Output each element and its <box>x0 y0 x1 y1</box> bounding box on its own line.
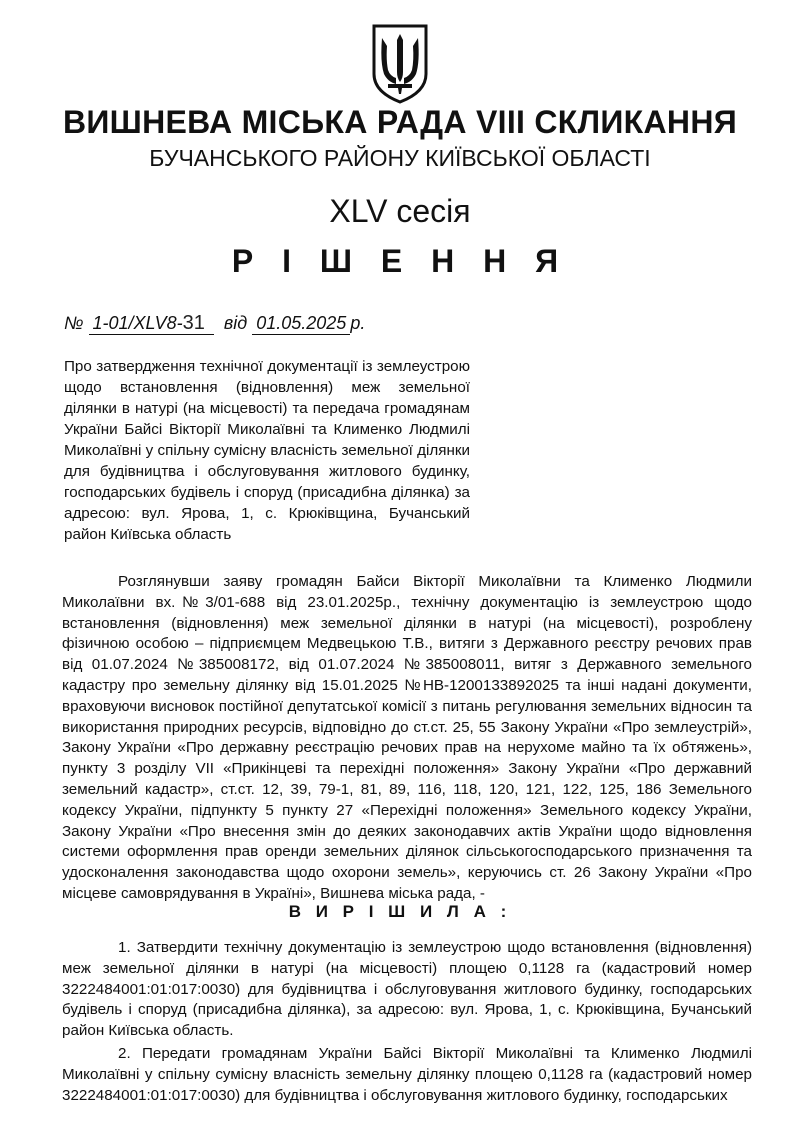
ukraine-trident-icon <box>368 22 432 106</box>
decision-title: Р І Ш Е Н Н Я <box>231 243 569 279</box>
preamble-paragraph: Розглянувши заяву громадян Байси Вікторії Миколаївни та Клименко Людмили Миколаївни вх.№3/01-688 від 23.01.2025р., технічну документацію із землеустрою щодо встановлення (відновлення) меж земельної ділянки в натурі (на місцевості), розроблену фізичною особою – підприємцем Медвецькою Т.В., витяги з Державного реєстру речових прав від 01.07.2024 №385008172, від 01.07.2024 №385008011, витяг з Державного земельного кадастру про земельну ділянку від 15.01.2025 №НВ-1200133892025 та інші надані документи, враховуючи висновок постійної депутатської комісії з питань регулювання земельних відносин та використання природних ресурсів, відповідно до ст.ст. 25, 55 Закону України «Про землеустрій», Закону України «Про державну реєстрацію речових прав на нерухоме майно та їх обтяжень», пункту 3 розділу VII «Прикінцеві та перехідні положення» Закону України «Про державний земельний кадастр», ст.ст. 12, 39, 79-1, 81, 89, 116, 118, 120, 121, 122, 125, 186 Земельного кодексу України, підпункту 5 пункту 27 «Перехідні положення» Земельного кодексу України, Закону України «Про внесення змін до деяких законодавчих актів України щодо відновлення системи оформлення прав оренди земельних ділянок сільськогосподарського призначення та удосконалення законодавства щодо охорони земель», керуючись ст. 26 Закону України «Про місцеве самоврядування в Україні», Вишнева міська рада, - <box>62 573 752 902</box>
decision-date: 01.05.2025 <box>252 313 350 335</box>
decision-number-line <box>64 312 365 335</box>
district-name: БУЧАНСЬКОГО РАЙОНУ КИЇВСЬКОЇ ОБЛАСТІ <box>149 145 651 171</box>
decision-subject: Про затвердження технічної документації із землеустрою щодо встановлення (відновлення) меж земельної ділянки в натурі (на місцевості) та передача громадянам України Байсі Вікторії Миколаївні та Клименко Людмилі Миколаївні у спільну сумісну власність земельної ділянки для будівництва і обслуговування житлового будинку, господарських будівель і споруд (присадибна ділянка) за адресою: вул. Ярова, 1, с. Крюківщина, Бучанський район Київська область <box>64 358 470 543</box>
decision-number: 1-01/XLV8-31 <box>89 313 214 335</box>
handwritten-number: 31 <box>182 312 205 334</box>
session-title: XLV сесія <box>329 193 471 229</box>
number-prefix: № <box>64 313 84 333</box>
council-name: ВИШНЕВА МІСЬКА РАДА VIII СКЛИКАННЯ <box>62 104 738 140</box>
date-prefix: від <box>223 313 248 333</box>
resolved-heading: В И Р І Ш И Л А : <box>288 902 512 921</box>
date-suffix: р. <box>350 313 366 333</box>
resolution-item-2: 2. Передати громадянам України Байсі Вікторії Миколаївні та Клименко Людмилі Миколаївні у спільну сумісну власність земельну ділянку площею 0,1128 га (кадастровий номер 3222484001:01:017:0030) для будівництва і обслуговування житлового будинку, господарських <box>62 1045 752 1104</box>
resolution-item-1: 1. Затвердити технічну документацію із землеустрою щодо встановлення (відновлення) меж земельної ділянки в натурі (на місцевості) площею 0,1128 га (кадастровий номер 3222484001:01:017:0030) для будівництва і обслуговування житлового будинку, господарських будівель і споруд (присадибна ділянка), за адресою: вул. Ярова, 1, с. Крюківщина, Бучанський район Київська область. <box>62 939 752 1040</box>
